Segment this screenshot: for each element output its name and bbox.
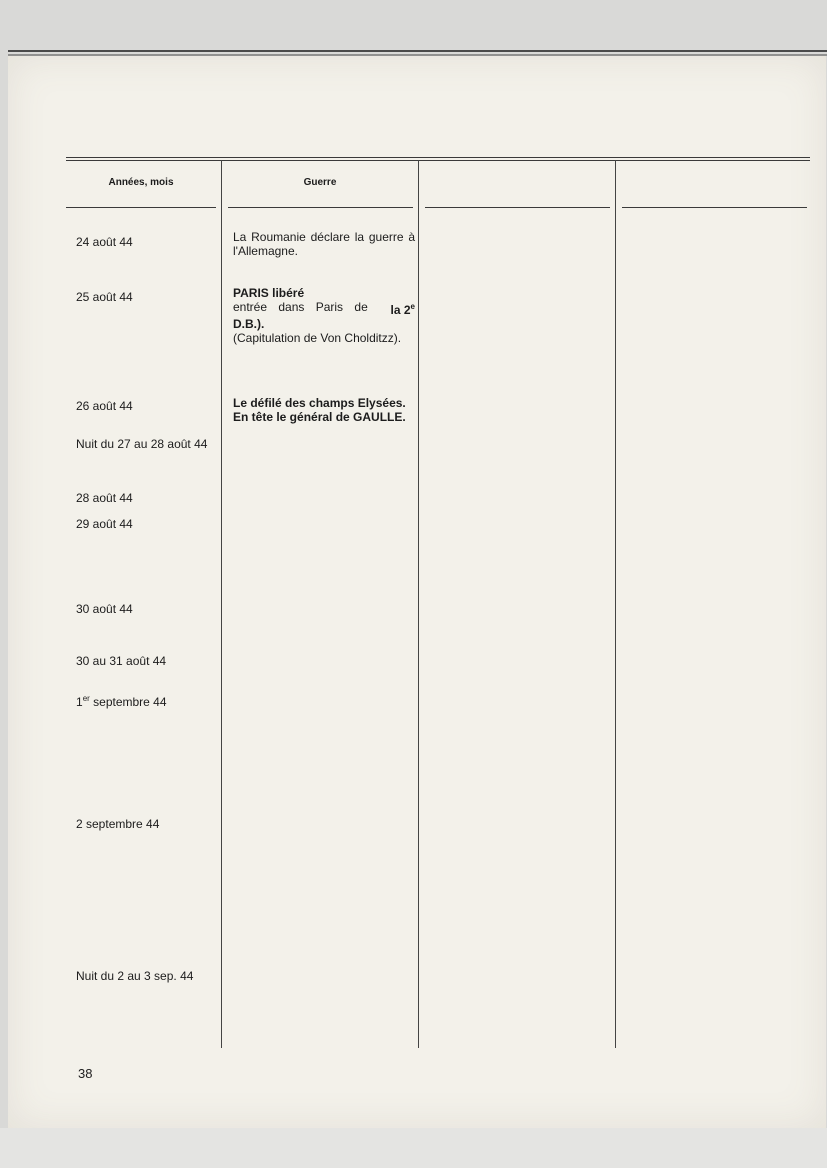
column-divider bbox=[221, 160, 222, 1048]
date-cell: Nuit du 27 au 28 août 44 bbox=[76, 437, 208, 451]
war-event bbox=[233, 396, 415, 424]
header-years-months: Années, mois bbox=[108, 177, 174, 188]
table-top-rule bbox=[66, 160, 810, 161]
date-cell: 25 août 44 bbox=[76, 290, 133, 304]
war-event-title: Le défilé des champs Elysées. bbox=[233, 396, 406, 410]
column-divider bbox=[418, 160, 419, 1048]
date-cell: 24 août 44 bbox=[76, 235, 133, 249]
page-edge-line bbox=[8, 54, 827, 56]
date-day: 1 bbox=[76, 695, 83, 709]
date-cell bbox=[76, 692, 167, 709]
war-event-text: entrée dans Paris de bbox=[233, 300, 368, 314]
war-event-title: PARIS libéré bbox=[233, 286, 305, 300]
scan-border bbox=[0, 1128, 827, 1168]
war-event-text: (Capitulation de Von Cholditzz). bbox=[233, 331, 402, 345]
page-number: 38 bbox=[78, 1066, 93, 1081]
header-rule bbox=[622, 207, 807, 208]
header-rule bbox=[228, 207, 413, 208]
date-month: septembre 44 bbox=[89, 695, 167, 709]
date-cell: Nuit du 2 au 3 sep. 44 bbox=[76, 969, 194, 983]
header-war: Guerre bbox=[303, 177, 337, 188]
division-ordinal: e bbox=[410, 302, 415, 311]
war-event-text: D.B.). bbox=[233, 317, 265, 331]
date-cell: 26 août 44 bbox=[76, 399, 133, 413]
header-rule bbox=[66, 207, 216, 208]
war-event-text: En tête le général de GAULLE. bbox=[233, 410, 406, 424]
column-divider bbox=[615, 160, 616, 1048]
table-top-rule bbox=[66, 157, 810, 158]
page-edge-line bbox=[8, 50, 827, 52]
header-rule bbox=[425, 207, 610, 208]
book-page bbox=[8, 56, 826, 1128]
date-cell: 28 août 44 bbox=[76, 491, 133, 505]
division-label: la 2 bbox=[390, 303, 411, 317]
war-event-line bbox=[233, 300, 415, 317]
date-cell: 30 août 44 bbox=[76, 602, 133, 616]
date-cell: 30 au 31 août 44 bbox=[76, 654, 167, 668]
war-event bbox=[233, 286, 415, 345]
war-event-division bbox=[391, 300, 415, 317]
war-event: La Roumanie déclare la guerre à l'Allemagne. bbox=[233, 230, 415, 258]
date-cell: 2 septembre 44 bbox=[76, 817, 160, 831]
date-cell: 29 août 44 bbox=[76, 517, 133, 531]
date-ordinal: er bbox=[82, 694, 90, 703]
